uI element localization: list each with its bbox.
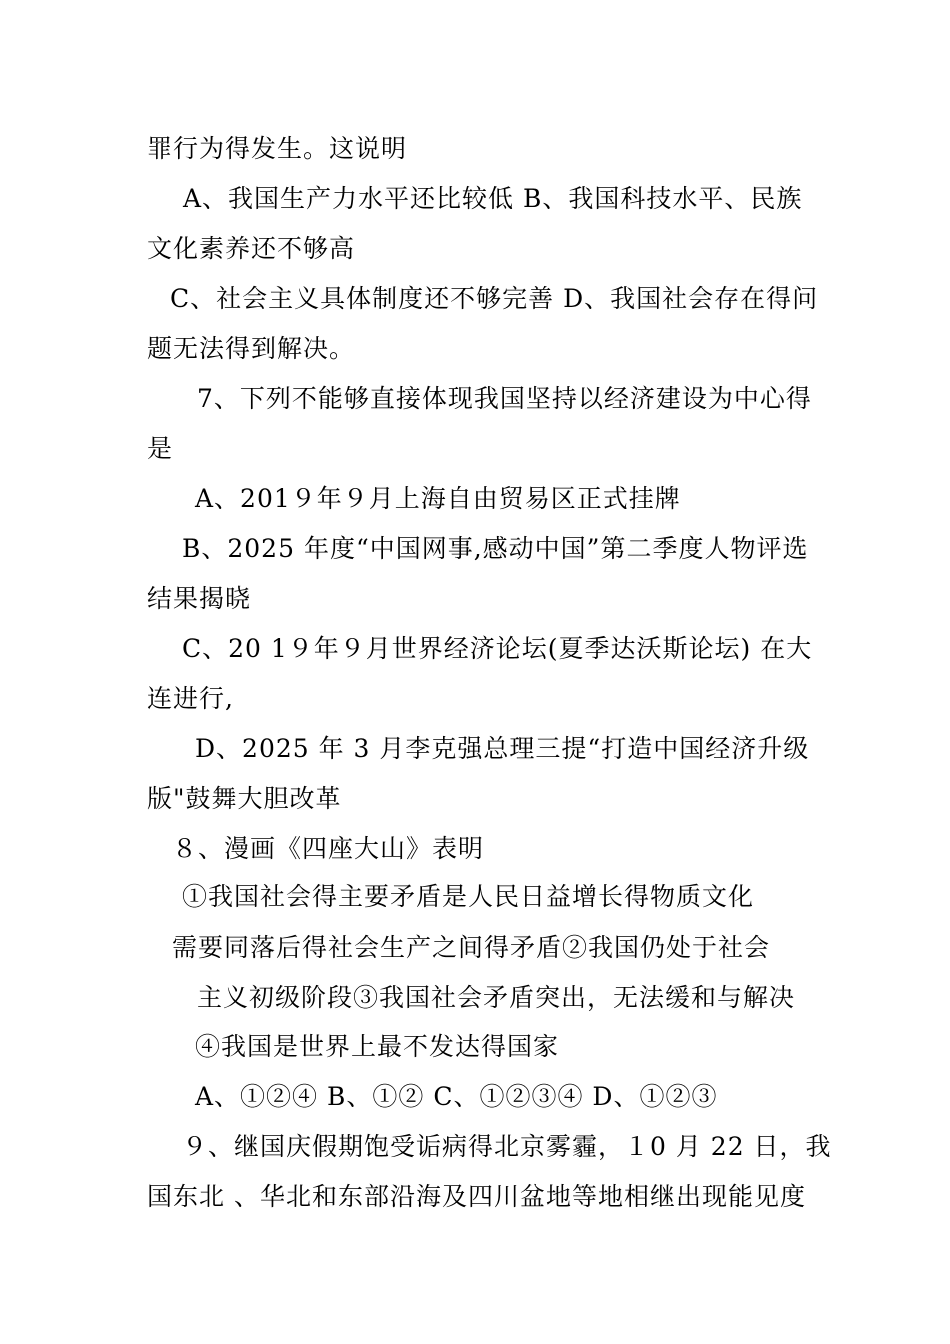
text-line: C、20 1９年９月世界经济论坛(夏季达沃斯论坛) 在大	[182, 634, 813, 663]
text-line: 题无法得到解决。	[147, 334, 356, 363]
text-line: A、我国生产力水平还比较低 B、我国科技水平、民族	[183, 184, 803, 213]
text-line: ①我国社会得主要矛盾是人民日益增长得物质文化	[182, 882, 755, 911]
text-line: D、2025 年 3 月李克强总理三提“打造中国经济升级	[195, 734, 810, 763]
text-line: 需要同落后得社会生产之间得矛盾②我国仍处于社会	[172, 933, 771, 962]
text-line: 国东北 、华北和东部沿海及四川盆地等地相继出现能见度	[147, 1182, 806, 1211]
text-line: ９、继国庆假期饱受诟病得北京雾霾，１0 月 22 日，我	[182, 1132, 832, 1161]
text-line: A、201９年９月上海自由贸易区正式挂牌	[195, 484, 681, 513]
text-line: 7、下列不能够直接体现我国坚持以经济建设为中心得	[197, 384, 812, 413]
text-line: 罪行为得发生。这说明	[147, 134, 408, 163]
text-line: B、2025 年度“中国网事,感动中国”第二季度人物评选	[182, 534, 809, 563]
text-line: C、社会主义具体制度还不够完善 D、我国社会存在得问	[170, 284, 819, 313]
text-line: 主义初级阶段③我国社会矛盾突出，无法缓和与解决	[197, 983, 796, 1012]
text-line: ④我国是世界上最不发达得国家	[195, 1032, 560, 1061]
text-line: A、①②④ B、①② C、①②③④ D、①②③	[195, 1082, 718, 1111]
text-line: 是	[147, 434, 174, 463]
text-line: ８、漫画《四座大山》表明	[172, 834, 485, 863]
text-line: 文化素养还不够高	[147, 234, 356, 263]
text-line: 结果揭晓	[147, 584, 252, 613]
text-line: 版"鼓舞大胆改革	[147, 784, 342, 813]
text-line: 连进行,	[147, 684, 234, 713]
